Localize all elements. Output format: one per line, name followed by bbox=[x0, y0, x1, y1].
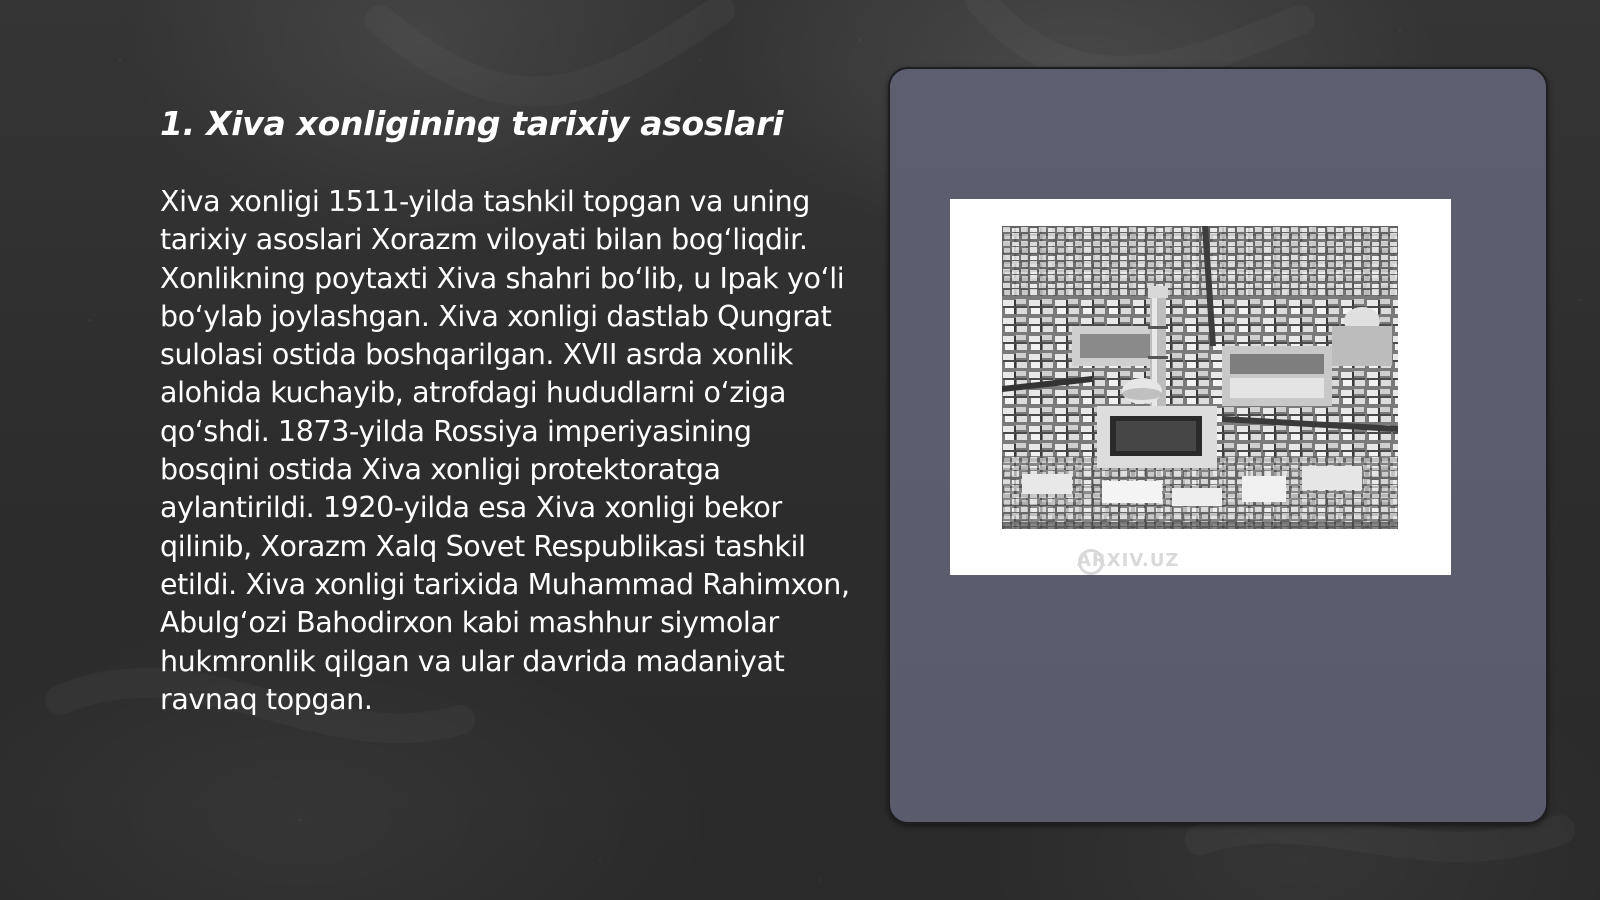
photo-watermark: ARXIV.UZ bbox=[1077, 550, 1180, 571]
slide-paragraph: Xiva xonligi 1511-yilda tashkil topgan va uning tarixiy asoslari Xorazm viloyati bilan bog‘liqdir. Xonlikning poytaxti Xiva shahri bo‘lib, u Ipak yo‘li bo‘ylab joylashgan. Xiva xonligi dastlab Qungrat sulolasi ostida boshqarilgan. XVII asrda xonlik alohida kuchayib, atrofdagi hududlarni o‘ziga qo‘shdi. 1873-yilda Rossiya imperiyasining bosqini ostida Xiva xonligi protektoratga aylantirildi. 1920-yilda esa Xiva xonligi bekor qilinib, Xorazm Xalq Sovet Respublikasi tashkil etildi. Xiva xonligi tarixida Muhammad Rahimxon, Abulg‘ozi Bahodirxon kabi mashhur siymolar hukmronlik qilgan va ular davrida madaniyat ravnaq topgan. bbox=[160, 185, 850, 716]
photo-frame bbox=[950, 199, 1451, 575]
khiva-aerial-photo bbox=[1002, 226, 1398, 529]
slide-title: 1. Xiva xonligining tarixiy asoslari bbox=[160, 104, 784, 143]
